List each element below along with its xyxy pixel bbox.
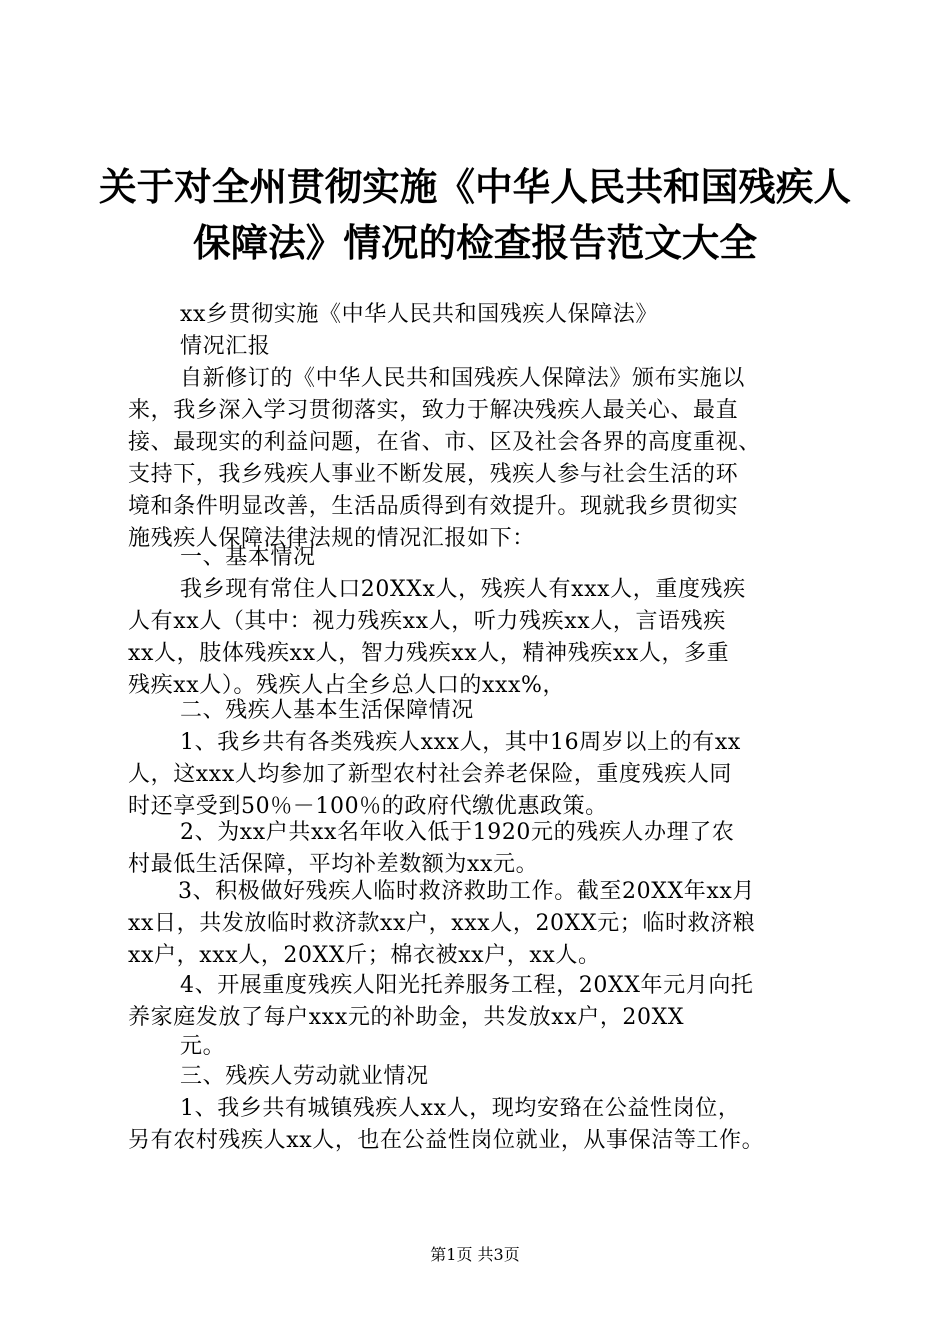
paragraph-line: 另有农村残疾人xx人，也在公益性岗位就业，从事保洁等工作。 (128, 1128, 765, 1153)
subtitle-line-1: xx乡贯彻实施《中华人民共和国残疾人保障法》 (180, 302, 659, 327)
paragraph-line: 境和条件明显改善，生活品质得到有效提升。现就我乡贯彻实 (128, 494, 739, 519)
paragraph-line: 人，这xxx人均参加了新型农村社会养老保险，重度残疾人同 (128, 762, 733, 787)
paragraph-line: 2、为xx户共xx名年收入低于1920元的残疾人办理了农 (180, 820, 735, 845)
paragraph-line: 残疾xx人）。残疾人占全乡总人口的xxx%， (128, 673, 566, 698)
paragraph-line: 1、我乡共有各类残疾人xxx人，其中16周岁以上的有xx (180, 730, 741, 755)
section-heading: 三、残疾人劳动就业情况 (180, 1064, 429, 1089)
paragraph-line: 4、开展重度残疾人阳光托养服务工程，20XX年元月向托 (180, 973, 754, 998)
paragraph-line: 自新修订的《中华人民共和国残疾人保障法》颁布实施以 (180, 366, 746, 391)
paragraph-line: xx人，肢体残疾xx人，智力残疾xx人，精神残疾xx人，多重 (128, 641, 730, 666)
paragraph-line: 接、最现实的利益问题，在省、市、区及社会各界的高度重视、 (128, 430, 761, 455)
paragraph-line: 时还享受到50％－100％的政府代缴优惠政策。 (128, 794, 608, 819)
paragraph-line: 来，我乡深入学习贯彻落实，致力于解决残疾人最关心、最直 (128, 398, 739, 423)
section-heading: 一、基本情况 (180, 545, 316, 570)
paragraph-line: 1、我乡共有城镇残疾人xx人，现均安臵在公益性岗位， (180, 1096, 741, 1121)
paragraph-line: 我乡现有常住人口20XXx人，残疾人有xxx人，重度残疾 (180, 577, 746, 602)
paragraph-line: xx户，xxx人，20XX斤；棉衣被xx户，xx人。 (128, 943, 601, 968)
paragraph-line: 元。 (180, 1034, 226, 1059)
paragraph-line: xx日，共发放临时救济款xx户，xxx人，20XX元；临时救济粮 (128, 911, 756, 936)
page-footer: 第1页 共3页 (430, 1245, 520, 1264)
document-title-line-1: 关于对全州贯彻实施《中华人民共和国残疾人 (98, 164, 852, 209)
section-heading: 二、残疾人基本生活保障情况 (180, 698, 474, 723)
paragraph-line: 村最低生活保障，平均补差数额为xx元。 (128, 852, 539, 877)
paragraph-line: 养家庭发放了每户xxx元的补助金，共发放xx户，20XX (128, 1005, 685, 1030)
paragraph-line: 支持下，我乡残疾人事业不断发展，残疾人参与社会生活的环 (128, 462, 739, 487)
document-title-line-2: 保障法》情况的检查报告范文大全 (192, 220, 758, 265)
paragraph-line: 3、积极做好残疾人临时救济救助工作。截至20XX年xx月 (178, 879, 755, 904)
subtitle-line-2: 情况汇报 (180, 334, 271, 359)
paragraph-line: 人有xx人（其中：视力残疾xx人，听力残疾xx人，言语残疾 (128, 609, 726, 634)
paragraph-line: 施残疾人保障法律法规的情况汇报如下： (128, 526, 535, 551)
